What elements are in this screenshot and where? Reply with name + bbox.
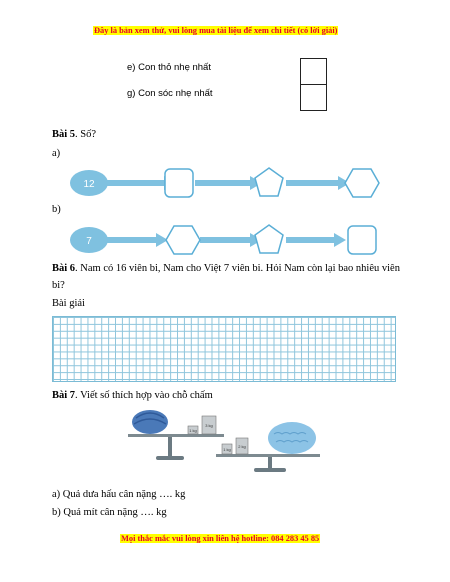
bai7-title: Bài 7 (52, 390, 76, 401)
right-scale (216, 422, 320, 472)
item-e-text: e) Con thỏ nhẹ nhất (127, 62, 211, 73)
bai6-solution-label: Bài giải (52, 298, 85, 309)
answer-box-g[interactable] (300, 84, 327, 111)
bai5-a-label: a) (52, 148, 61, 159)
bai6-heading (52, 263, 400, 274)
bai6-text-line1: . Nam có 16 viên bi, Nam cho Việt 7 viên bi. Hỏi Nam còn lại bao nhiêu viên (75, 263, 400, 274)
bai5-heading (52, 129, 96, 140)
start-number-b: 7 (86, 236, 92, 247)
answer-square-b[interactable] (348, 226, 376, 254)
left-scale (128, 410, 224, 460)
bai5-title-rest: . Số? (75, 129, 97, 140)
op-a2: + 9 (214, 169, 230, 180)
footer-notice: Mọi thắc mắc vui lòng xin liên hệ hotline: 084 283 45 85 (121, 534, 320, 543)
bai5-row-b-diagram (70, 221, 382, 259)
op-a3: − 6 (304, 169, 320, 180)
bai5-title: Bài 5 (52, 129, 76, 140)
op-b2: − 5 (219, 226, 235, 237)
bai7-question-b: b) Quả mít cân nặng …. kg (52, 507, 167, 518)
answer-pentagon-b[interactable] (255, 225, 283, 253)
bai5-b-label: b) (52, 204, 61, 215)
answer-square-a[interactable] (165, 169, 193, 197)
answer-hexagon-b[interactable] (166, 226, 200, 254)
weight-label-1: 1 kg (189, 428, 197, 433)
item-g-text: g) Con sóc nhẹ nhất (127, 88, 213, 99)
bai7-question-a: a) Quả dưa hấu cân nặng …. kg (52, 489, 186, 500)
answer-hexagon-a[interactable] (345, 169, 379, 197)
answer-box-e[interactable] (300, 58, 327, 85)
weight-label-3: 1 kg (223, 447, 231, 452)
bai6-text-line2: bi? (52, 280, 65, 291)
jackfruit-icon (268, 422, 316, 454)
bai7-heading (52, 390, 213, 401)
header-notice: Đây là bản xem thử, vui lòng mua tài liệu để xem chi tiết (có lời giải) (94, 26, 338, 35)
bai5-row-a-diagram (70, 164, 382, 202)
weight-label-4: 2 kg (238, 444, 246, 449)
answer-pentagon-a[interactable] (255, 168, 283, 196)
balance-illustration (128, 404, 328, 476)
op-b3: + 8 (304, 226, 320, 237)
weight-label-2: 3 kg (205, 423, 213, 428)
bai6-title: Bài 6 (52, 263, 76, 274)
op-a1: − 8 (126, 169, 142, 180)
bai7-title-rest: . Viết số thích hợp vào chỗ chấm (75, 390, 213, 401)
solution-grid[interactable] (52, 316, 396, 382)
start-number-a: 12 (83, 179, 95, 190)
op-b1: + 6 (125, 226, 141, 237)
